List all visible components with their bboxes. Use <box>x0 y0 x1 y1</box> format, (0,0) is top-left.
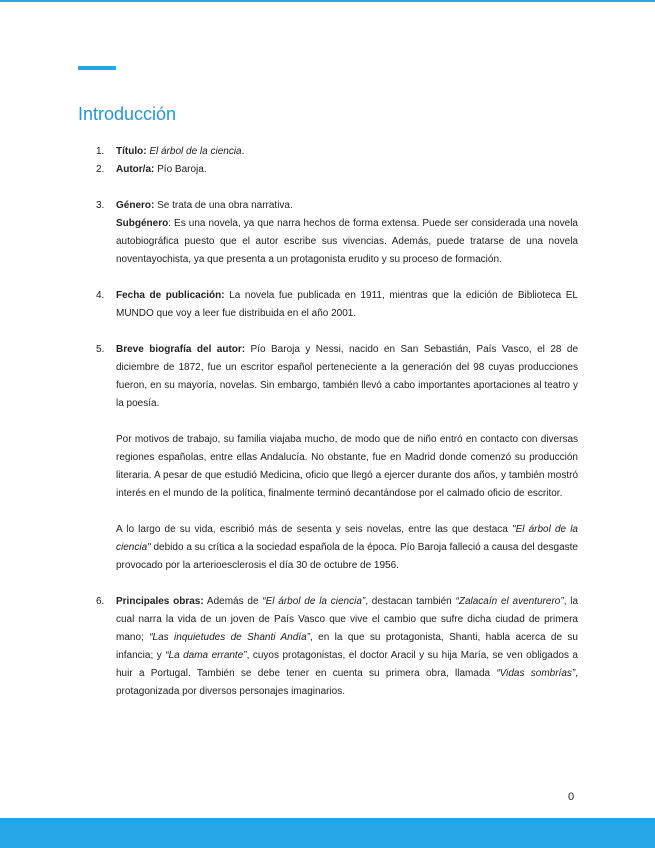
work-title: “Vidas sombrías” <box>496 668 576 679</box>
list-item-author <box>96 161 578 179</box>
item-label: Principales obras: <box>116 596 204 607</box>
list-item-genre <box>96 197 578 269</box>
item-label: Breve biografía del autor: <box>116 344 246 355</box>
book-title: "El árbol de la ciencia" <box>116 524 578 553</box>
item-label: Fecha de publicación: <box>116 290 225 301</box>
book-title: El árbol de la ciencia <box>149 146 242 157</box>
work-title: “Las inquietudes de Shanti Andía” <box>149 632 310 643</box>
footer-bar <box>0 818 655 848</box>
subgenre-text: : Es una novela, ya que narra hechos de forma extensa. Puede ser considerada una novela autobiográfica puesto que el autor escribe sus vivencias. Además, puede tratarse de una novela noventayochista, ya que presenta a un protagonista erudito y su proceso de formación. <box>116 218 578 265</box>
list-item-title: 1. Título: El árbol de la ciencia. <box>96 143 578 161</box>
item-label: Título: <box>116 146 147 157</box>
item-label: Autor/a: <box>116 164 155 175</box>
accent-bar <box>78 66 116 70</box>
list-number: 2. <box>96 164 105 175</box>
bio-paragraph-2: Por motivos de trabajo, su familia viajaba mucho, de modo que de niño entró en contacto con diversas regiones españolas, entre ellas Andalucía. No obstante, fue en Madrid donde comenzó su producción literaria. A pesar de que estudió Medicina, oficio que llegó a ejercer durante dos años, y también mostró interés en el mundo de la política, finalmente terminó decantándose por el calmado oficio de escritor. <box>116 434 578 499</box>
list-number: 5. <box>96 344 105 355</box>
bio-paragraph-3b: debido a su crítica a la sociedad española de la época. Pío Baroja falleció a causa del desgaste provocado por la arterioesclerosis el día 30 de octubre de 1956. <box>116 542 578 571</box>
work-title: “El árbol de la ciencia” <box>262 596 366 607</box>
work-title: “Zalacaín el aventurero” <box>455 596 564 607</box>
bio-paragraph-1: Pío Baroja y Nessi, nacido en San Sebastián, País Vasco, el 28 de diciembre de 1872, fue un escritor español perteneciente a la generación del 98 cuyas producciones fueron, en su mayoría, novelas. Sin embargo, también llevó a cabo importantes aportaciones al teatro y la poesía. <box>116 344 579 409</box>
list-number: 4. <box>96 290 105 301</box>
list-number: 3. <box>96 200 105 211</box>
section-heading: Introducción <box>78 104 177 124</box>
list-number: 6. <box>96 596 105 607</box>
subgenre-label: Subgénero <box>116 218 169 229</box>
top-border-line <box>0 0 655 2</box>
list-item-biography <box>96 341 578 575</box>
item-text: La novela fue publicada en 1911, mientras que la edición de Biblioteca EL MUNDO que voy a leer fue distribuida en el año 2001. <box>116 290 578 319</box>
item-text: Se trata de una obra narrativa. <box>154 200 293 211</box>
list-item-publication-date <box>96 287 578 323</box>
work-title: “La dama errante” <box>165 650 247 661</box>
list-number: 1. <box>96 146 105 157</box>
page-number: 0 <box>568 791 575 803</box>
item-label: Género: <box>116 200 155 211</box>
intro-list <box>96 143 578 701</box>
list-item-main-works: 6. Principales obras: Además de “El árbol de la ciencia”, destacan también “Zalacaín el aventurero”, la cual narra la vida de un joven de País Vasco que vive el cambio que sufre dicha ciudad de primera mano; “Las inquietudes de Shanti Andía”, en la que su protagonista, Shanti, habla acerca de su infancia; y “La dama errante”, cuyos protagonistas, el doctor Aracil y su hija María, se ven obligados a huir a Portugal. También se debe tener en cuenta su primera obra, llamada “Vidas sombrías”, protagonizada por diversos personajes imaginarios. <box>96 593 578 701</box>
bio-paragraph-3a: A lo largo de su vida, escribió más de sesenta y seis novelas, entre las que destaca <box>116 524 513 535</box>
item-text: Pío Baroja. <box>154 164 207 175</box>
